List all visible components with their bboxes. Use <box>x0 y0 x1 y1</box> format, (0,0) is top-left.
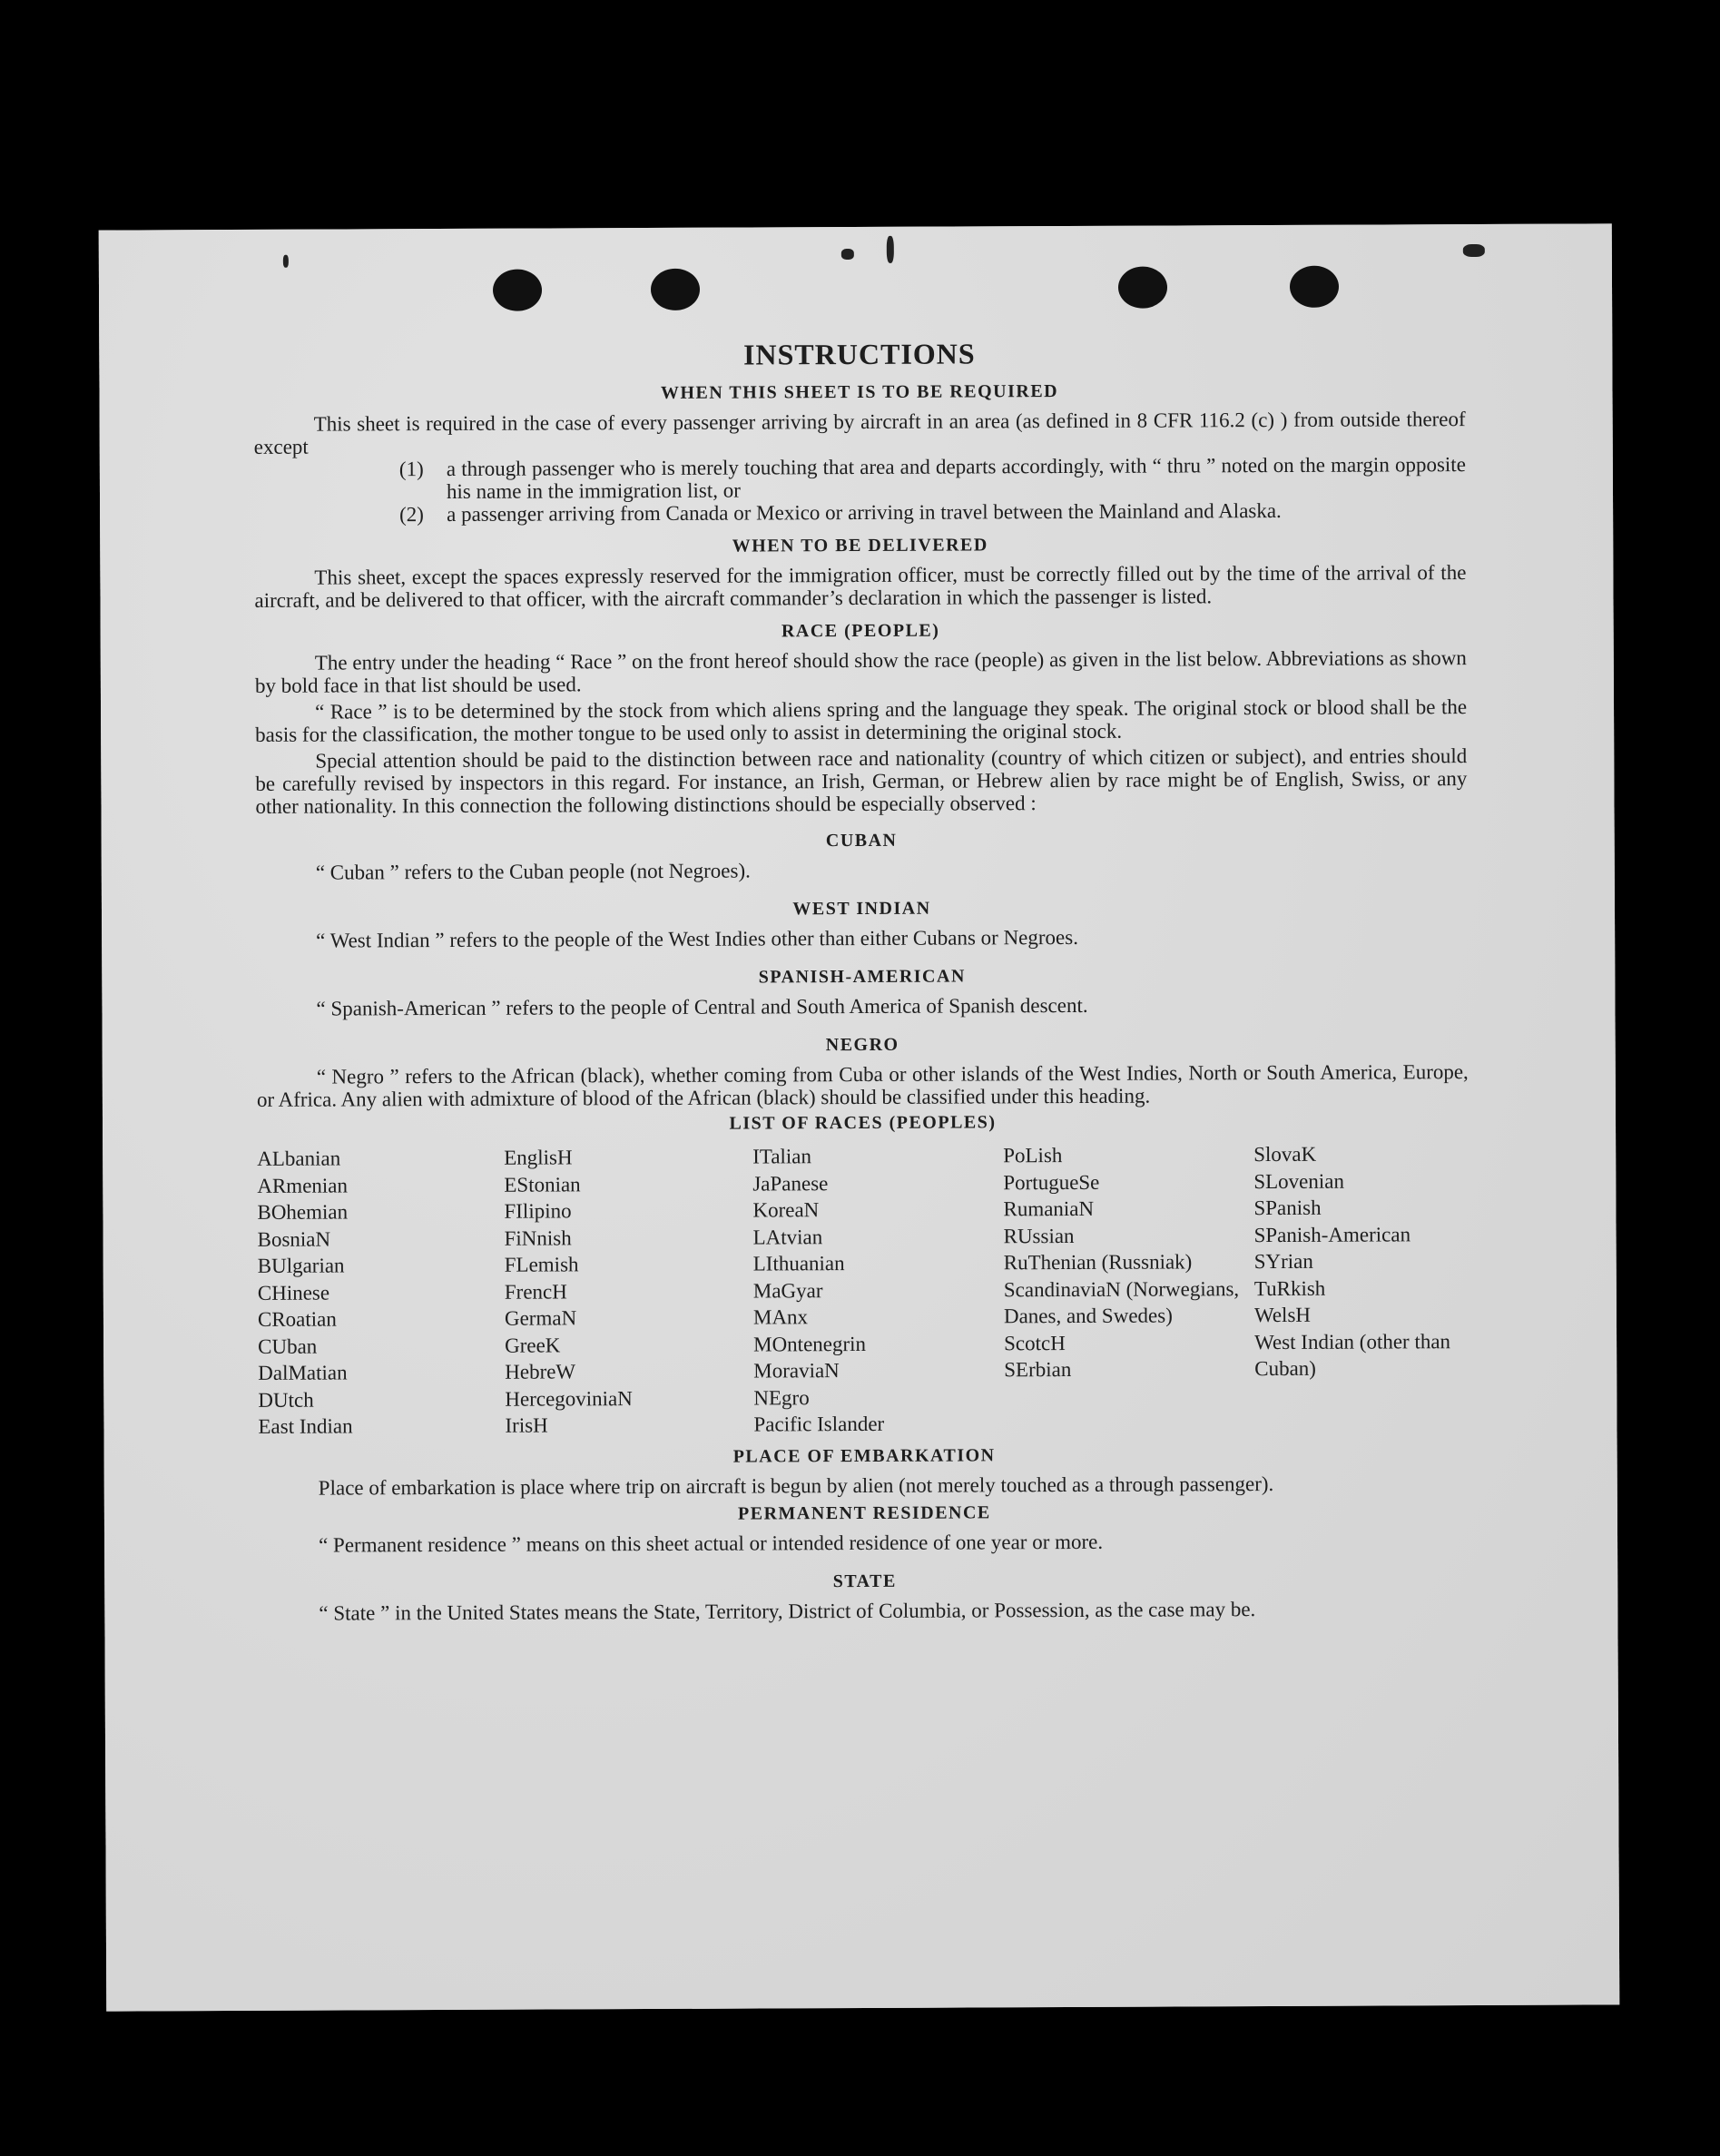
race-entry: LAtvian <box>752 1225 823 1249</box>
heading-state: STATE <box>832 1570 897 1591</box>
race-entry: BUlgarian <box>257 1254 345 1277</box>
race-entry: CRoatian <box>257 1307 337 1331</box>
race-entry: FIlipino <box>504 1199 572 1223</box>
state-text: “ State ” in the United States means the State, Territory, District of Columbia, or Possession, as the case may be. <box>319 1597 1256 1625</box>
race-entry: FLemish <box>504 1253 579 1276</box>
race-entry: GreeK <box>505 1333 561 1357</box>
list-item <box>399 453 1466 503</box>
race-entry: MAnx <box>752 1305 809 1329</box>
negro-text: “ Negro ” refers to the African (black), whether coming from Cuba or other islands of the West Indies, North or South America, Europe, or Africa. Any alien with admixture of blood of the African (black) should be classified under this heading. <box>256 1060 1469 1111</box>
race-entry: RuThenian (Russniak) <box>1003 1250 1193 1275</box>
races-list <box>257 1140 1469 1440</box>
punch-hole <box>493 270 542 311</box>
when-delivered-text: This sheet, except the spaces expressly reserved for the immigration officer, must be correctly filled out by the time of the arrival of the aircraft, and be delivered to that officer, with the aircraft commander’s declaration in which the passenger is listed. <box>254 561 1467 612</box>
race-entry: RUssian <box>1003 1224 1075 1247</box>
spanish-american-text: “ Spanish-American ” refers to the people of Central and South America of Spanish descent. <box>316 993 1088 1020</box>
race-entry: East Indian <box>258 1414 353 1438</box>
punch-hole <box>1118 267 1167 309</box>
race-entry: SPanish-American <box>1253 1222 1411 1246</box>
residence-text: “ Permanent residence ” means on this sheet actual or intended residence of one year or more. <box>318 1530 1104 1557</box>
race-entry: ALbanian <box>257 1147 341 1170</box>
races-column-2 <box>504 1144 753 1440</box>
ink-speck <box>841 249 854 260</box>
race-entry: Pacific Islander <box>753 1412 885 1436</box>
race-entry: BosniaN <box>257 1227 331 1251</box>
race-entry: FrencH <box>504 1279 567 1304</box>
race-entry: HebreW <box>505 1360 576 1383</box>
race-entry: KoreaN <box>752 1198 820 1222</box>
race-entry: EnglisH <box>504 1146 573 1169</box>
race-entry: WelsH <box>1253 1303 1312 1327</box>
race-entry: SYrian <box>1253 1249 1313 1274</box>
races-column-4 <box>1003 1141 1254 1437</box>
race-entry: MaGyar <box>752 1278 823 1303</box>
list-text: a passenger arriving from Canada or Mexico or arriving in travel between the Mainland and Alaska. <box>447 498 1282 526</box>
race-entry: West Indian (other than Cuban) <box>1254 1329 1451 1381</box>
race-entry: LIthuanian <box>752 1252 845 1275</box>
list-number: (1) <box>398 458 424 481</box>
list-item <box>399 498 1466 526</box>
race-entry: SErbian <box>1004 1357 1072 1382</box>
race-entry: DalMatian <box>258 1361 348 1384</box>
heading-race: RACE (PEOPLE) <box>781 620 940 642</box>
race-entry: MOntenegrin <box>753 1332 867 1356</box>
punch-hole <box>651 269 700 310</box>
punch-hole <box>1290 266 1339 308</box>
race-entry: SLovenian <box>1253 1169 1345 1193</box>
races-column-5 <box>1253 1140 1469 1436</box>
race-entry: JaPanese <box>752 1171 829 1196</box>
race-entry: EStonian <box>504 1172 581 1196</box>
race-entry: MoraviaN <box>753 1359 840 1383</box>
ink-speck <box>283 255 289 268</box>
race-entry: ScotcH <box>1004 1331 1066 1354</box>
document-sheet <box>99 223 1620 2011</box>
race-entry: FiNnish <box>504 1226 572 1250</box>
list-number: (2) <box>399 503 424 527</box>
race-entry: DUtch <box>258 1388 314 1412</box>
when-required-text: This sheet is required in the case of every passenger arriving by aircraft in an area (as defined in 8 CFR 116.2 (c) ) from outside thereof except <box>253 408 1466 458</box>
heading-when-required: WHEN THIS SHEET IS TO BE REQUIRED <box>660 381 1059 403</box>
race-entry: PoLish <box>1003 1144 1063 1167</box>
race-entry: SlovaK <box>1253 1142 1317 1167</box>
heading-when-delivered: WHEN TO BE DELIVERED <box>732 535 988 556</box>
race-entry: HercegoviniaN <box>505 1386 633 1411</box>
race-entry: CHinese <box>257 1281 330 1304</box>
heading-permanent-residence: PERMANENT RESIDENCE <box>737 1501 991 1524</box>
race-entry: GermaN <box>504 1306 577 1330</box>
race-paragraph-3: Special attention should be paid to the distinction between race and nationality (country of which citizen or subject), and entries should be carefully revised by inspectors in this regard. For instance, an Irish, German, or Hebrew alien by race might be of English, Swiss, or any other nationality. In this connection the following distinctions should be especially observed : <box>255 744 1468 818</box>
heading-embarkation: PLACE OF EMBARKATION <box>732 1444 996 1467</box>
race-entry: IrisH <box>505 1413 548 1437</box>
race-entry: SPanish <box>1253 1196 1322 1220</box>
instructions-content <box>253 335 1470 1624</box>
race-entry: PortugueSe <box>1003 1170 1100 1194</box>
races-column-1 <box>257 1145 505 1441</box>
race-entry: NEgro <box>753 1385 810 1410</box>
west-indian-text: “ West Indian ” refers to the people of the West Indies other than either Cubans or Negroes. <box>316 925 1078 952</box>
list-text: a through passenger who is merely touching that area and departs accordingly, with “ thru ” noted on the margin opposite his name in the immigration list, or <box>446 453 1466 503</box>
ink-speck <box>1463 244 1485 257</box>
race-entry: BOhemian <box>257 1200 349 1224</box>
race-entry: ITalian <box>752 1145 812 1168</box>
races-column-3 <box>752 1142 1004 1438</box>
race-entry: ScandinaviaN (Norwegians, Danes, and Swedes) <box>1003 1276 1240 1328</box>
race-entry: RumaniaN <box>1003 1196 1095 1221</box>
race-entry: ARmenian <box>257 1173 349 1197</box>
cuban-text: “ Cuban ” refers to the Cuban people (not Negroes). <box>315 859 751 884</box>
heading-list-of-races: LIST OF RACES (PEOPLES) <box>729 1112 997 1134</box>
heading-spanish-american: SPANISH-AMERICAN <box>758 966 966 988</box>
ink-speck <box>887 236 894 263</box>
race-paragraph-1: The entry under the heading “ Race ” on the front hereof should show the race (people) as given in the list below. Abbreviations as shown by bold face in that list should be used. <box>254 646 1467 697</box>
page-title: INSTRUCTIONS <box>742 337 976 371</box>
race-paragraph-2: “ Race ” is to be determined by the stock from which aliens spring and the language they speak. The original stock or blood shall be the basis for the classification, the mother tongue to be used only to assist in determining the original stock. <box>255 695 1468 746</box>
heading-west-indian: WEST INDIAN <box>792 898 931 920</box>
heading-negro: NEGRO <box>825 1034 899 1056</box>
race-entry: TuRkish <box>1253 1276 1326 1300</box>
embarkation-text: Place of embarkation is place where trip on aircraft is begun by alien (not merely touched as a through passenger). <box>318 1472 1274 1500</box>
race-entry: CUban <box>258 1334 318 1358</box>
heading-cuban: CUBAN <box>825 830 898 852</box>
